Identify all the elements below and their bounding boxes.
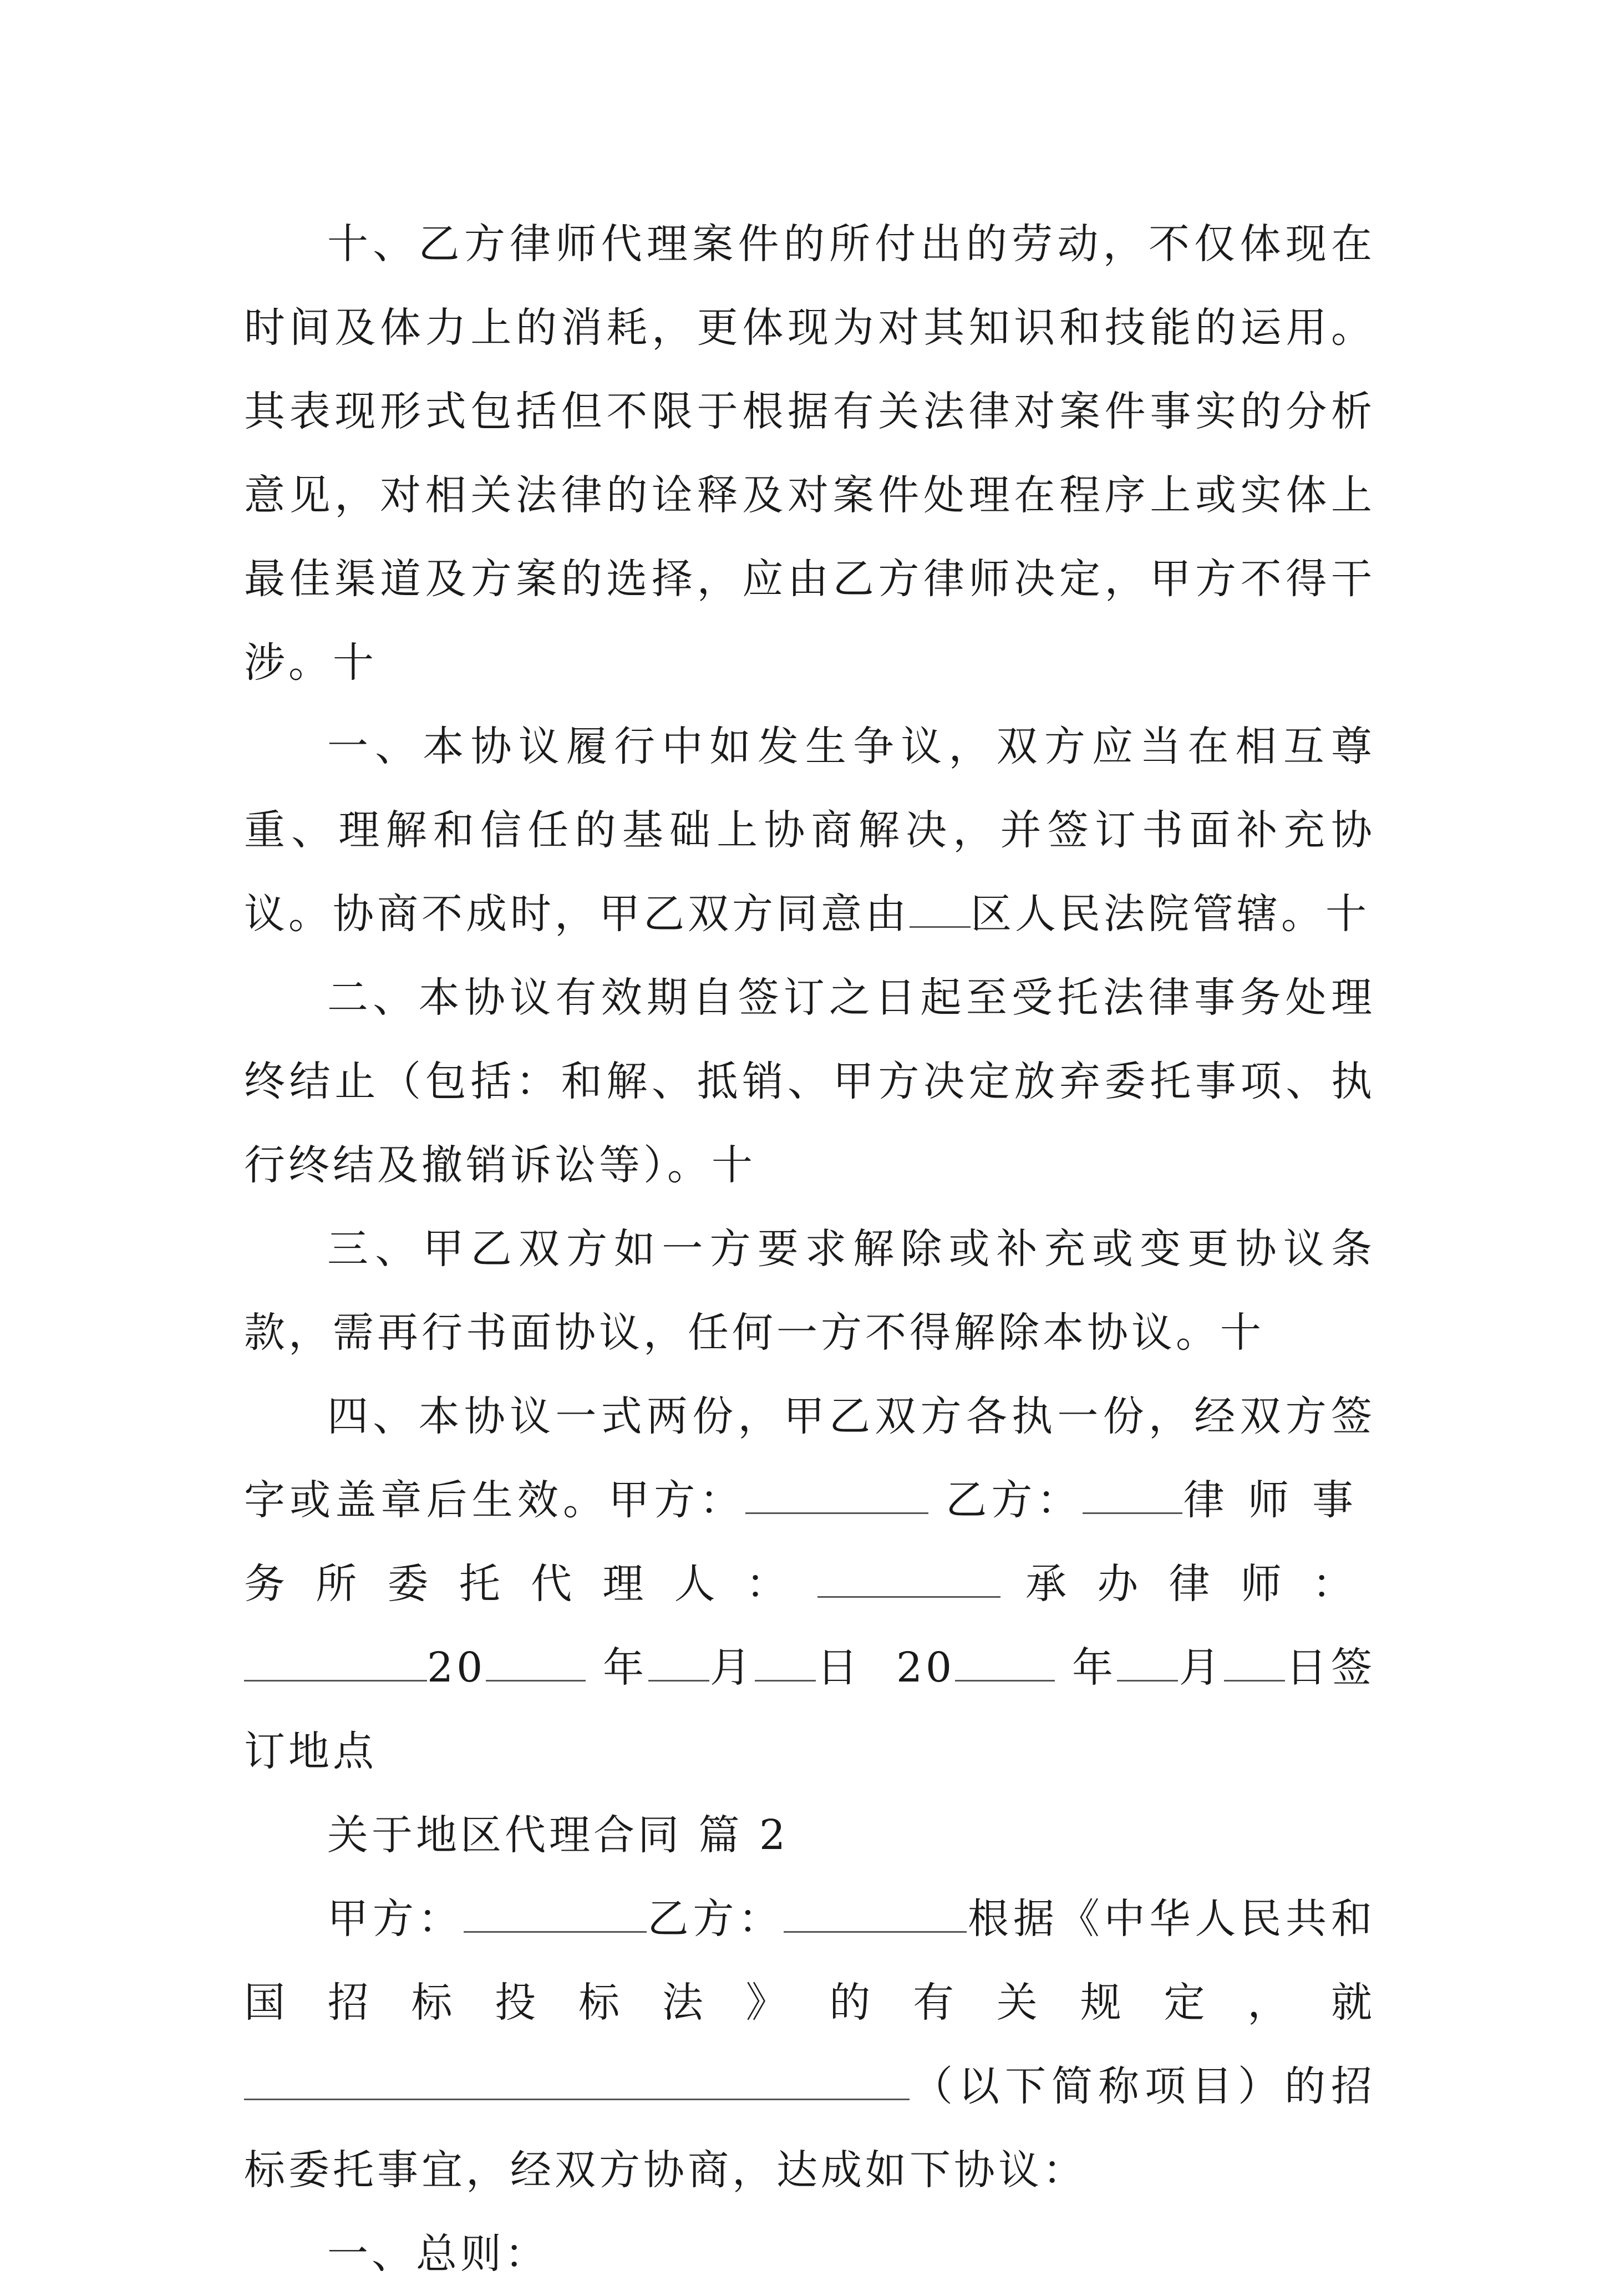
clause-thirteen-text: 三、甲乙双方如一方要求解除或补充或变更协议条款，需再行书面协议，任何一方不得解除本协议。十 <box>244 1225 1375 1357</box>
intro-party-a-label: 甲方： <box>327 1895 464 1943</box>
year-label-2: 年 <box>1072 1644 1118 1691</box>
clause-fourteen <box>244 1375 1375 1794</box>
signing-place-label: 日签订地点 <box>244 1644 1376 1775</box>
contract-intro <box>244 1877 1375 2212</box>
clause-thirteen <box>244 1207 1375 1375</box>
project-name-blank[interactable] <box>244 2060 910 2100</box>
court-district-blank[interactable] <box>910 887 971 928</box>
agent-blank[interactable] <box>817 1557 1000 1598</box>
intro-party-b-label: 乙方： <box>646 1895 784 1943</box>
law-firm-agent-label: 律师事务所委托代理人： <box>244 1476 1376 1608</box>
clause-eleven-text-a: 一、本协议履行中如发生争议，双方应当在相互尊重、理解和信任的基础上协商解决，并签订书面补充协议。协商不成时，甲乙双方同意由 <box>244 723 1375 938</box>
clause-eleven-text-b: 区人民法院管辖。十 <box>971 890 1370 938</box>
month-label-2: 月 <box>1178 1644 1225 1691</box>
lawyer-blank[interactable] <box>244 1641 427 1682</box>
clause-ten <box>244 202 1375 705</box>
intro-party-b-blank[interactable] <box>784 1892 967 1933</box>
clause-fourteen-text: 四、本协议一式两份，甲乙双方各执一份，经双方签字或盖章后生效。甲方： <box>244 1393 1375 1524</box>
general-provisions-heading <box>244 2212 1375 2296</box>
intro-party-a-blank[interactable] <box>464 1892 647 1933</box>
day-blank-2[interactable] <box>1224 1641 1285 1682</box>
intro-text: 根据《中华人民共和国招标投标法》的有关规定，就 <box>244 1895 1375 2026</box>
clause-twelve-text: 二、本协议有效期自签订之日起至受托法律事务处理终结止（包括：和解、抵销、甲方决定放弃委托事项、执行终结及撤销诉讼等）。十 <box>244 974 1375 1189</box>
clause-eleven <box>244 705 1375 956</box>
general-provisions-text: 一、总则： <box>327 2230 549 2278</box>
day-blank-1[interactable] <box>755 1641 816 1682</box>
year-blank-1[interactable] <box>486 1641 586 1682</box>
year-prefix-1: 20 <box>427 1644 486 1691</box>
lawyer-label: 承办律师： <box>1025 1560 1376 1608</box>
month-label-1: 月 <box>709 1644 755 1691</box>
clause-ten-text: 十、乙方律师代理案件的所付出的劳动，不仅体现在时间及体力上的消耗，更体现为对其知识和技能的运用。其表现形式包括但不限于根据有关法律对案件事实的分析意见，对相关法律的诠释及对案件处理在程序上或实体上最佳渠道及方案的选择，应由乙方律师决定，甲方不得干涉。十 <box>244 220 1375 687</box>
clause-twelve <box>244 956 1375 1207</box>
month-blank-1[interactable] <box>648 1641 709 1682</box>
document-body <box>244 202 1375 2296</box>
party-a-blank[interactable] <box>745 1474 928 1514</box>
day-label-1: 日 <box>816 1644 862 1691</box>
year-blank-2[interactable] <box>955 1641 1055 1682</box>
party-b-label: 乙方： <box>946 1476 1083 1524</box>
section-heading <box>244 1794 1375 1877</box>
year-label-1: 年 <box>603 1644 648 1691</box>
year-prefix-2: 20 <box>896 1644 956 1691</box>
party-b-blank[interactable] <box>1083 1474 1182 1514</box>
month-blank-2[interactable] <box>1117 1641 1178 1682</box>
intro-text-b: （以下简称项目）的招标委托事宜，经双方协商，达成如下协议： <box>244 2063 1375 2194</box>
section-heading-text: 关于地区代理合同 篇 2 <box>327 1811 789 1859</box>
